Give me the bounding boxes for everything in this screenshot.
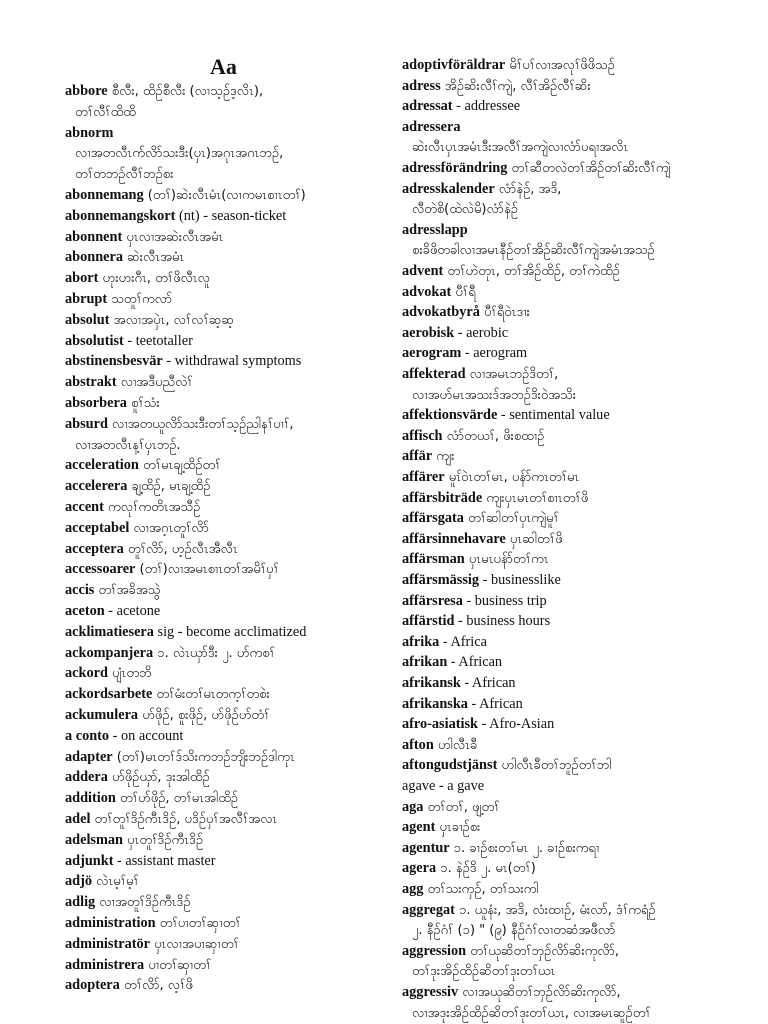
headword: affärstid xyxy=(402,613,455,630)
dictionary-entry xyxy=(65,892,365,913)
dictionary-entry xyxy=(402,673,747,694)
definition: (nt) - season-ticket xyxy=(175,207,287,224)
definition: တၢ်သးကှဉ်, တၢ်သးကါ xyxy=(423,882,539,897)
dictionary-entry xyxy=(402,858,747,879)
definition: - sentimental value xyxy=(497,407,610,424)
definition: ဟ်ဖိုဉ်, စူးဖိုဉ်, ဟ်ဖိုဉ်ဟ်တံၢ် xyxy=(138,708,270,723)
headword: abonnemangskort xyxy=(65,207,176,224)
dictionary-entry xyxy=(65,975,365,996)
definition: လၢအတယူလိာ်သးဒီးတၢ်သ့ဉ်ညါနၢ်ပၢၢ်, xyxy=(107,416,294,432)
dictionary-entry xyxy=(402,591,747,612)
headword: agent xyxy=(402,819,436,836)
definition-continuation: လၢအဟ်မၤအသးဒ်အဘဉ်ဒိးဝဲအသိး xyxy=(412,387,577,403)
headword: adjunkt xyxy=(65,852,114,869)
headword: aggregat xyxy=(402,901,455,918)
dictionary-entry xyxy=(402,735,747,756)
headword: ackord xyxy=(65,665,108,682)
headword: abstinensbesvär xyxy=(65,353,163,370)
dictionary-entry xyxy=(65,809,365,830)
dictionary-entry xyxy=(402,838,747,859)
dictionary-entry xyxy=(402,755,747,776)
headword: abstrakt xyxy=(65,374,117,391)
headword: agentur xyxy=(402,839,450,856)
definition: ပှၤခၢဉ်စး xyxy=(435,820,481,836)
dictionary-entry xyxy=(402,220,747,241)
headword: abonnent xyxy=(65,228,123,245)
definition: ကျးပှၤမၤတၢ်စၢၤတၢ်ဖိ xyxy=(482,490,589,506)
definition: ဟါလီၤခီတၢ်ဘူဉ်တၢ်ဘါ xyxy=(497,758,612,774)
dictionary-entry xyxy=(402,446,747,467)
dictionary-entry xyxy=(65,372,365,393)
headword: agera xyxy=(402,860,437,877)
definition: တၢ်တၢ်, ဖျ့တၢ် xyxy=(423,799,500,815)
headword: aerobisk xyxy=(402,324,455,341)
headword: ackumulera xyxy=(65,707,139,723)
headword: adress xyxy=(402,77,441,94)
dictionary-entry xyxy=(65,684,365,705)
definition: ချ့ထိဉ်, မၤချ့ထိဉ် xyxy=(127,479,211,495)
headword: affärsinnehavare xyxy=(402,530,506,547)
definition: sig - become acclimatized xyxy=(153,623,307,640)
headword: adresslapp xyxy=(402,221,468,238)
dictionary-entry xyxy=(65,81,365,102)
definition-continuation: တၢ်ဒုးအိဉ်ထိဉ်ဆိတၢ်ဒုးတၢ်ယၤ xyxy=(412,964,556,980)
dictionary-entry xyxy=(402,982,747,1003)
dictionary-entry xyxy=(402,426,747,447)
headword: afton xyxy=(402,736,434,753)
headword: adelsman xyxy=(65,831,123,848)
definition: တၢ်ယုဆိတၢ်ဘှဉ်လိာ်ဆိးကုလိာ်, xyxy=(466,943,620,959)
definition: - businesslike xyxy=(479,572,561,588)
dictionary-entry xyxy=(402,364,747,385)
headword: affektionsvärde xyxy=(402,407,498,424)
definition: ပှၤမၤပန်ာ်တၢ်ကၤ xyxy=(464,552,549,568)
headword: affär xyxy=(402,448,433,465)
dictionary-entry xyxy=(65,289,365,310)
dictionary-entry xyxy=(65,559,365,580)
definition: - acetone xyxy=(104,603,161,619)
definition: တၢ်အခိအသွဲ xyxy=(94,583,161,599)
definition: လၢအယုဆိတၢ်ဘှဉ်လိာ်ဆိးကုလိာ်, xyxy=(458,985,621,1000)
headword: acceptera xyxy=(65,540,124,557)
definition-continuation: ဆဲးလီၤပှၤအမံၤဒီးအလီၢ်အကျဲလၢလံာ်ပရၢအလိၤ xyxy=(412,140,629,156)
definition: ပှၤဆါတၢ်ဖိ xyxy=(505,531,563,547)
definition: မူၤ်ဝဲၤတၢ်မၤ, ပန်ာ်ကၤတၢ်မၤ xyxy=(444,470,580,485)
headword: absolut xyxy=(65,311,110,328)
dictionary-entry xyxy=(402,900,747,921)
definition: တၢ်ဆီတလဲတၢ်အိဉ်တၢ်ဆိးလီၢ်ကျဲ xyxy=(507,161,671,176)
definition: မိၢ်ပၢ်လၢအလုၢ်ဖိဖိသဉ် xyxy=(505,58,615,73)
dictionary-entry xyxy=(65,871,365,892)
dictionary-entry xyxy=(402,549,747,570)
definition: - withdrawal symptoms xyxy=(162,353,302,370)
definition: လၢအဂ့ၤတူၢ်လိာ် xyxy=(129,520,209,536)
headword: absurd xyxy=(65,415,108,432)
definition: - business hours xyxy=(454,613,551,630)
definition: ဟ်ဖိုဉ်ယှာ်, ဒုးအါထိဉ် xyxy=(107,770,210,786)
definition: - teetotaller xyxy=(123,332,193,349)
dictionary-entry xyxy=(65,830,365,851)
dictionary-entry xyxy=(65,580,365,601)
dictionary-entry xyxy=(402,570,747,591)
definition: ၁. လဲၤယှာ်ဒီး ၂. ဟ်ကစၢ် xyxy=(153,645,275,661)
dictionary-entry xyxy=(402,343,747,364)
dictionary-entry xyxy=(402,508,747,529)
dictionary-entry xyxy=(402,302,747,323)
definition: လၢအတူၢ်ဒိဉ်ကီၤဒိဉ် xyxy=(95,895,191,911)
dictionary-entry xyxy=(402,261,747,282)
headword: accis xyxy=(65,582,95,599)
dictionary-entry xyxy=(402,158,747,179)
dictionary-entry xyxy=(65,393,365,414)
definition: တၢ်ပၢတၢ်ဆှၢတၢ် xyxy=(155,916,241,931)
dictionary-entry xyxy=(402,282,747,303)
headword: adoptivföräldrar xyxy=(402,57,506,73)
dictionary-entry xyxy=(65,726,365,747)
dictionary-entry xyxy=(65,518,365,539)
definition-continuation: လၢအဒုးအိဉ်ထိဉ်ဆိတၢ်ဒုးတၢ်ယၤ, လၢအမၤဆူဉ်တၢ် xyxy=(412,1005,651,1021)
headword: advokatbyrå xyxy=(402,304,480,321)
headword: advokat xyxy=(402,283,452,300)
headword: administration xyxy=(65,915,156,931)
definition: တၢ်တူၢ်ဒိဉ်ကီၤဒိဉ်, ပဒိဉ်ပှၢ်အလီၢ်အလၤ xyxy=(90,812,278,827)
dictionary-entry xyxy=(65,185,365,206)
headword: affärsmässig xyxy=(402,572,480,588)
definition-continuation: ၂. နီဉ်ဂံၢ် (၁) " (၉) နီဉ်ဂံၢ်လၢတဆံအဖီလာ် xyxy=(412,923,616,939)
headword: aga xyxy=(402,798,424,815)
definition: စူၢ်သံး xyxy=(126,396,160,411)
definition: ပှၤလၢအဆဲးလီၤအမံၤ xyxy=(122,229,224,245)
dictionary-entry xyxy=(65,123,365,144)
definition: ပှၤလၢအပၢဆှၢတၢ် xyxy=(149,936,239,952)
definition: စီလီး, ထိဉ်စီလီး (လၢသ့ဉ်ဒ့လိၤ), xyxy=(107,84,264,99)
definition: - aerobic xyxy=(454,324,509,341)
headword: absolutist xyxy=(65,332,124,349)
headword: adressförändring xyxy=(402,160,508,176)
definition: တူၢ်လိာ်, ဟ့ဉ်လီၤအီလီၤ xyxy=(123,541,238,557)
definition: - aerogram xyxy=(461,345,528,362)
dictionary-entry xyxy=(65,331,365,352)
dictionary-entry xyxy=(65,788,365,809)
headword: affärsresa xyxy=(402,592,463,609)
dictionary-entry xyxy=(65,705,365,726)
dictionary-entry xyxy=(65,851,365,872)
headword: advent xyxy=(402,263,444,279)
definition: တၢ်မံးတၢ်မၤတက့ၢ်တစဲး xyxy=(152,687,270,703)
headword: affekterad xyxy=(402,366,466,382)
headword: accessoarer xyxy=(65,561,136,578)
definition: ဟါလီၤခီ xyxy=(433,737,478,753)
headword: adlig xyxy=(65,894,96,911)
definition: ၁. နဲဉ်ဒိ ၂. မၤ(တၢ်) xyxy=(436,861,536,877)
definition: ၁. ယူနံး, အဒိ, လံးထၢဉ်, မံးလာ်, ဒံၢ်ကရံဉ် xyxy=(454,902,656,918)
definition: ပှၤတူၢ်ဒိဉ်ကီၤဒိဉ် xyxy=(123,832,204,848)
definition-continuation: လီတဲစိ(ထဲလဲမိ)လံာ်နဲဉ် xyxy=(412,202,518,218)
headword: aerogram xyxy=(402,345,462,362)
headword: addition xyxy=(65,790,116,807)
headword: adapter xyxy=(65,748,113,765)
definition: ၁. ခၢဉ်စးတၢ်မၤ ၂. ခၢဉ်စးကရၢ xyxy=(449,840,600,856)
dictionary-entry xyxy=(402,611,747,632)
dictionary-entry xyxy=(65,955,365,976)
headword: acceptabel xyxy=(65,519,130,536)
headword: afrikan xyxy=(402,654,448,671)
dictionary-entry xyxy=(402,529,747,550)
dictionary-entry xyxy=(402,55,747,76)
headword: aceton xyxy=(65,603,105,619)
dictionary-entry xyxy=(65,455,365,476)
headword: affärsbiträde xyxy=(402,489,483,506)
dictionary-entry xyxy=(402,405,747,426)
headword: accelerera xyxy=(65,478,128,495)
definition: တၢ်လိာ်, လ့ၢ်ဖိ xyxy=(119,978,193,994)
headword: affärsgata xyxy=(402,510,464,527)
definition: ပၢတၢ်ဆှၢတၢ် xyxy=(144,957,212,973)
headword: affärer xyxy=(402,469,445,485)
dictionary-entry xyxy=(65,247,365,268)
headword: agg xyxy=(402,881,424,897)
dictionary-entry xyxy=(65,414,365,435)
definition: ပျံၤတဘိ xyxy=(107,666,152,682)
headword: abnorm xyxy=(65,124,114,141)
dictionary-entry xyxy=(65,601,365,622)
headword: acceleration xyxy=(65,457,139,474)
dictionary-entry xyxy=(65,268,365,289)
headword: afrika xyxy=(402,633,440,650)
headword: abonnera xyxy=(65,249,123,266)
headword: adressera xyxy=(402,118,461,135)
headword: addera xyxy=(65,769,108,786)
headword: aftongudstjänst xyxy=(402,757,498,774)
dictionary-entry xyxy=(65,497,365,518)
definition: - addressee xyxy=(452,98,521,115)
dictionary-entry xyxy=(65,643,365,664)
definition: agave - a gave xyxy=(402,778,485,794)
definition: ဟုးဟးဂီၤ, တၢ်ဖိလီၤလူ xyxy=(98,271,210,287)
headword: accent xyxy=(65,499,104,515)
definition: - assistant master xyxy=(113,852,216,869)
headword: affärsman xyxy=(402,551,465,568)
headword: affisch xyxy=(402,427,443,444)
definition: - Africa xyxy=(439,633,487,650)
headword: a conto xyxy=(65,727,110,744)
definition: တၢ်ဟဲတုၤ, တၢ်အိဉ်ထိဉ်, တၢ်ကဲထိဉ် xyxy=(443,264,620,279)
dictionary-entry xyxy=(65,663,365,684)
headword: adressat xyxy=(402,98,453,115)
dictionary-entry xyxy=(402,776,747,797)
definition: တၢ်ဆါတၢ်ပှၤကျဲမူၢ် xyxy=(463,511,559,527)
definition: - on account xyxy=(109,727,184,744)
definition: လံာ်တယၢ်, ဖိးစထၢဉ် xyxy=(442,428,545,444)
dictionary-entry xyxy=(402,632,747,653)
dictionary-entry xyxy=(65,206,365,227)
dictionary-entry xyxy=(65,913,365,934)
headword: ackompanjera xyxy=(65,644,154,661)
definition: လံာ်နဲဉ်, အဒိ, xyxy=(494,181,562,197)
headword: administratör xyxy=(65,935,150,952)
dictionary-entry xyxy=(402,941,747,962)
dictionary-entry xyxy=(402,96,747,117)
dictionary-entry xyxy=(65,310,365,331)
headword: adjö xyxy=(65,873,93,890)
dictionary-entry xyxy=(402,117,747,138)
headword: adel xyxy=(65,811,91,827)
headword: abbore xyxy=(65,83,108,99)
definition: လၢအမၤဘဉ်ဒိတၢ်, xyxy=(465,367,559,382)
definition: - African xyxy=(460,675,516,691)
dictionary-entry xyxy=(402,879,747,900)
dictionary-entry xyxy=(65,934,365,955)
definition-continuation: တၢ်တဘဉ်လီၢ်ဘဉ်စး xyxy=(75,167,174,183)
definition: အိဉ်ဆိးလီၢ်ကျဲ, လီၢ်အိဉ်လီၢ်ဆိး xyxy=(440,78,591,94)
dictionary-entry xyxy=(65,747,365,768)
headword: adoptera xyxy=(65,977,120,994)
dictionary-entry xyxy=(402,488,747,509)
definition: (တၢ်)ဆဲးလီၤမံၤ(လၢကမၤစၢၤတၢ်) xyxy=(143,188,306,203)
dictionary-entry xyxy=(402,652,747,673)
definition: (တၢ်)လၢအမၤစၢၤတၢ်အမိၢ်ပှၢ် xyxy=(135,562,279,578)
dictionary-entry xyxy=(65,351,365,372)
definition: ကလုၢ်ကတိၤအသီဉ် xyxy=(103,500,201,515)
headword: abort xyxy=(65,270,99,287)
dictionary-entry xyxy=(65,227,365,248)
definition: ပီၢ်ရီ xyxy=(451,284,476,300)
definition-continuation: လၢအတလီၤန့ၢ်ပှၤဘဉ်. xyxy=(75,437,181,453)
dictionary-entry xyxy=(402,323,747,344)
definition-continuation: လၢအတလီၤက်လိာ်သးဒီး(ပှၤ)အဂုၤအဂၤဘဉ်, xyxy=(75,146,284,162)
dictionary-entry xyxy=(402,714,747,735)
dictionary-entry xyxy=(65,539,365,560)
definition: ပီၢ်ရီဝဲၤဒၢး xyxy=(479,305,530,321)
dictionary-entry xyxy=(402,817,747,838)
definition-continuation: တၢ်လီၢ်ထိထိ xyxy=(75,104,136,120)
definition: သတူၢ်ကလာ် xyxy=(107,292,173,307)
headword: abrupt xyxy=(65,291,108,307)
headword: aggression xyxy=(402,942,467,959)
headword: aggressiv xyxy=(402,984,459,1000)
headword: ackordsarbete xyxy=(65,686,153,703)
dictionary-entry xyxy=(402,76,747,97)
dictionary-entry xyxy=(402,797,747,818)
dictionary-entry xyxy=(402,467,747,488)
headword: administrera xyxy=(65,956,145,973)
dictionary-entry xyxy=(65,622,365,643)
headword: afro-asiatisk xyxy=(402,716,478,733)
headword: abonnemang xyxy=(65,187,144,203)
dictionary-entry xyxy=(65,476,365,497)
definition: - business trip xyxy=(462,592,547,609)
dictionary-entry xyxy=(402,179,747,200)
definition-continuation: စးခိဖိတခါလၢအမၤနီဉ်တၢ်အိဉ်ဆိးလီၢ်ကျဲအမံၤအသဉ် xyxy=(412,243,655,259)
headword: adresskalender xyxy=(402,180,495,197)
dictionary-entry xyxy=(402,694,747,715)
headword: afrikansk xyxy=(402,675,461,691)
headword: acklimatiesera xyxy=(65,623,154,640)
definition: ဆဲးလီၤအမံၤ xyxy=(123,250,185,266)
definition: - African xyxy=(467,695,523,712)
definition: ကျး xyxy=(432,449,455,465)
letter-heading: Aa xyxy=(210,54,237,79)
definition: - Afro-Asian xyxy=(478,716,555,733)
dictionary-entry xyxy=(65,767,365,788)
definition: - African xyxy=(447,654,503,671)
definition: (တၢ်)မၤတၢ်ဒ်သိးကဘဉ်ဘျိးဘဉ်ဒါကုၤ xyxy=(112,749,295,765)
definition: တၢ်ဟ်ဖိုဉ်, တၢ်မၤအါထိဉ် xyxy=(115,791,239,807)
definition: လဲၤမ့ၢ်မ့ၢ် xyxy=(92,874,139,890)
headword: absorbera xyxy=(65,395,127,411)
definition: တၢ်မၤချ့ထိဉ်တၢ် xyxy=(138,458,221,474)
definition: လၢအဒီပညီလဲၢ် xyxy=(116,375,193,391)
headword: afrikanska xyxy=(402,695,468,712)
definition: အလၢအပှဲၤ, လၢ်လၢ်ဆ့ဆ့ xyxy=(109,312,235,328)
